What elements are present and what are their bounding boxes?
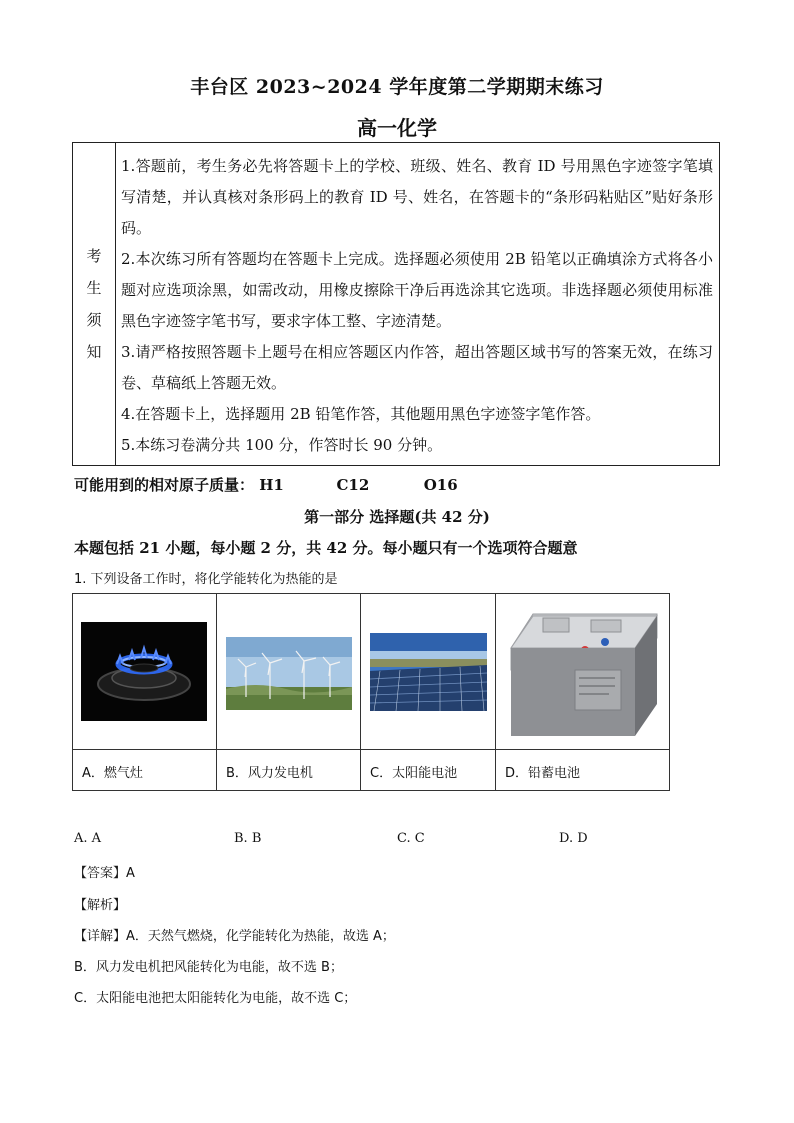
- answer-value: A: [126, 866, 135, 881]
- question-stem: 1. 下列设备工作时，将化学能转化为热能的是: [74, 572, 338, 587]
- option-a-image: [81, 622, 207, 721]
- page-subtitle: 高一化学: [357, 116, 437, 140]
- notice-label-char: 生: [86, 279, 102, 297]
- option-a-caption: A．燃气灶: [82, 766, 143, 781]
- atomic-mass-c: C12: [336, 476, 370, 494]
- analysis-tag: 【解析】: [74, 898, 127, 913]
- notice-body: [115, 151, 713, 461]
- section-intro: 本题包括 21 小题，每小题 2 分，共 42 分。每小题只有一个选项符合题意: [74, 539, 578, 557]
- atomic-mass-h: H1: [259, 476, 284, 494]
- detail-line-b: B．风力发电机把风能转化为电能，故不选 B；: [74, 960, 343, 975]
- answer-line: [74, 862, 135, 881]
- detail-tag: 【详解】: [74, 929, 127, 944]
- notice-label: [73, 143, 116, 465]
- notice-item: 2.本次练习所有答题均在答题卡上完成。选择题必须使用 2B 铅笔以正确填涂方式将各小题对应选项涂黑，如需改动，用橡皮擦除干净后再选涂其它选项。非选择题必须使用标准黑色字迹签字笔书写，要求字体工整、字迹清楚。: [121, 250, 713, 330]
- choice-a: A. A: [74, 831, 102, 846]
- atomic-mass-label: 可能用到的相对原子质量：: [74, 476, 255, 494]
- section-heading: 第一部分 选择题(共 42 分): [304, 508, 490, 526]
- lead-acid-battery-image: [505, 608, 663, 742]
- option-d-image: [505, 608, 663, 742]
- choice-d: D. D: [559, 831, 588, 846]
- solar-panel-image: [370, 633, 487, 711]
- wind-turbine-image: [226, 637, 352, 710]
- notice-item: 5.本练习卷满分共 100 分，作答时长 90 分钟。: [121, 436, 443, 454]
- answer-tag: 【答案】: [74, 866, 127, 881]
- detail-text: A．天然气燃烧，化学能转化为热能，故选 A；: [126, 929, 395, 944]
- option-c-image: [370, 633, 487, 711]
- notice-label-char: 考: [86, 247, 102, 265]
- detail-line-a: [74, 925, 395, 944]
- exam-notice-box: [72, 142, 720, 466]
- options-table: [72, 593, 670, 791]
- option-b-image: [226, 637, 352, 710]
- atomic-mass-o: O16: [423, 476, 458, 494]
- notice-item: 3.请严格按照答题卡上题号在相应答题区内作答，超出答题区域书写的答案无效，在练习卷、草稿纸上答题无效。: [121, 343, 713, 392]
- gas-stove-image: [81, 622, 207, 721]
- option-c-caption: C．太阳能电池: [370, 766, 458, 781]
- option-b-caption: B．风力发电机: [226, 766, 313, 781]
- notice-item: 1.答题前，考生务必先将答题卡上的学校、班级、姓名、教育 ID 号用黑色字迹签字笔填写清楚，并认真核对条形码上的教育 ID 号、姓名，在答题卡的“条形码粘贴区”贴好条形码。: [121, 157, 713, 237]
- page-title: 丰台区 2023~2024 学年度第二学期期末练习: [190, 76, 604, 98]
- notice-item: 4.在答题卡上，选择题用 2B 铅笔作答，其他题用黑色字迹签字笔作答。: [121, 405, 601, 423]
- choice-c: C. C: [397, 831, 425, 846]
- atomic-mass-line: [74, 474, 458, 495]
- notice-label-char: 知: [86, 343, 102, 361]
- option-d-caption: D．铅蓄电池: [505, 766, 581, 781]
- detail-line-c: C．太阳能电池把太阳能转化为电能，故不选 C；: [74, 991, 357, 1006]
- choice-b: B. B: [234, 831, 262, 846]
- notice-label-char: 须: [86, 311, 102, 329]
